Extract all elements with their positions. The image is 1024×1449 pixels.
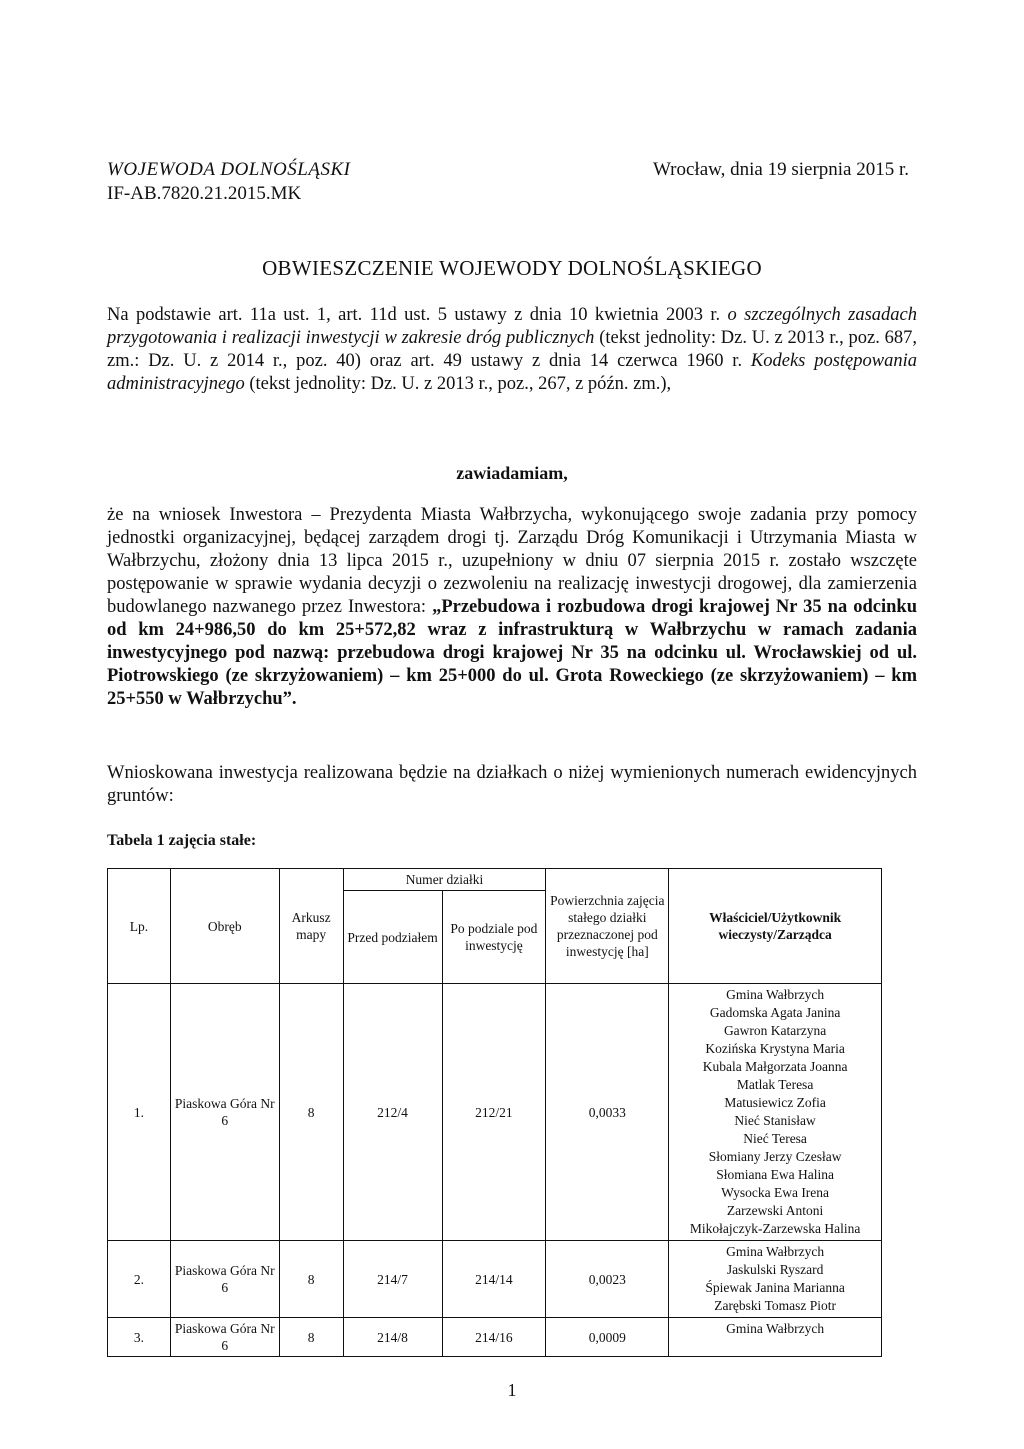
owner: Słomiana Ewa Halina xyxy=(716,1167,834,1182)
legal-basis-text-1: Na podstawie art. 11a ust. 1, art. 11d ust. 5 ustawy z dnia 10 kwietnia 2003 r. xyxy=(107,305,721,325)
cell-przed: 212/4 xyxy=(343,984,442,1241)
header-powierzchnia: Powierzchnia zajęcia stałego działki przeznaczonej pod inwestycję [ha] xyxy=(546,869,669,984)
legal-basis-act-title: o szczególnych zasadach przygotowania i realizacji inwestycji w zakresie dróg publicznych xyxy=(107,305,917,348)
owner: Zarębski Tomasz Piotr xyxy=(714,1298,836,1313)
cell-przed: 214/7 xyxy=(343,1241,442,1318)
header-wlasciciel: Właściciel/Użytkownik wieczysty/Zarządca xyxy=(669,869,882,984)
owner: Nieć Teresa xyxy=(743,1131,807,1146)
owner: Gadomska Agata Janina xyxy=(709,1005,841,1020)
table-row xyxy=(108,984,882,1241)
plots-intro: Wnioskowana inwestycja realizowana będzie na działkach o niżej wymienionych numerach ewidencyjnych gruntów: xyxy=(107,763,917,806)
owner: Słomiany Jerzy Czesław xyxy=(708,1149,842,1164)
cell-obreb: Piaskowa Góra Nr 6 xyxy=(170,1318,279,1357)
plots-table xyxy=(107,868,882,1357)
document-title: OBWIESZCZENIE WOJEWODY DOLNOŚLĄSKIEGO xyxy=(262,256,762,280)
notice-body-text: że na wniosek Inwestora – Prezydenta Miasta Wałbrzycha, wykonującego swoje zadania przy pomocy jednostki organizacyjnej, będącej zarządem drogi tj. Zarządu Dróg Komunikacji i Utrzymania Miasta w Wałbrzychu, złożony dnia 13 lipca 2015 r., uzupełniony w dniu 07 sierpnia 2015 r. zostało wszczęte postępowanie w sprawie wydania decyzji o zezwoleniu na realizację inwestycji drogowej, dla zamierzenia budowlanego nazwanego przez Inwestora: xyxy=(107,505,917,617)
cell-owners xyxy=(669,1318,882,1357)
cell-po: 214/14 xyxy=(442,1241,546,1318)
legal-basis-text-3: (tekst jednolity: Dz. U. z 2013 r., poz., 267, z późn. zm.), xyxy=(249,374,672,394)
cell-powierzchnia: 0,0033 xyxy=(546,984,669,1241)
owner: Śpiewak Janina Marianna xyxy=(705,1280,845,1295)
header-left xyxy=(107,158,350,206)
legal-basis-code-title: Kodeks postępowania administracyjnego xyxy=(107,351,917,394)
header-przed-podzialem: Przed podziałem xyxy=(343,891,442,984)
owner: Matusiewicz Zofia xyxy=(724,1095,826,1110)
cell-lp: 1. xyxy=(108,984,171,1241)
cell-arkusz: 8 xyxy=(279,1241,343,1318)
table-row xyxy=(108,1318,882,1357)
owner: Kozińska Krystyna Maria xyxy=(705,1041,845,1056)
place-date: Wrocław, dnia 19 sierpnia 2015 r. xyxy=(653,159,910,180)
owner: Nieć Stanisław xyxy=(734,1113,816,1128)
cell-przed: 214/8 xyxy=(343,1318,442,1357)
cell-arkusz: 8 xyxy=(279,1318,343,1357)
authority-name: WOJEWODA DOLNOŚLĄSKI xyxy=(107,159,351,180)
owner: Gmina Wałbrzych xyxy=(726,1244,825,1259)
header-obreb: Obręb xyxy=(170,869,279,984)
page-number: 1 xyxy=(507,1380,517,1400)
cell-arkusz: 8 xyxy=(279,984,343,1241)
owner: Gmina Wałbrzych xyxy=(726,1321,825,1336)
cell-obreb: Piaskowa Góra Nr 6 xyxy=(170,1241,279,1318)
table-caption: Tabela 1 zajęcia stałe: xyxy=(107,832,257,849)
header-po-podziale: Po podziale pod inwestycję xyxy=(442,891,546,984)
announcement: zawiadamiam, xyxy=(456,463,568,483)
owner: Gawron Katarzyna xyxy=(723,1023,827,1038)
cell-obreb: Piaskowa Góra Nr 6 xyxy=(170,984,279,1241)
notice-body xyxy=(107,504,917,711)
cell-lp: 2. xyxy=(108,1241,171,1318)
cell-owners xyxy=(669,984,882,1241)
header-numer-dzialki: Numer działki xyxy=(343,869,546,891)
owner: Gmina Wałbrzych xyxy=(726,987,825,1002)
table-row xyxy=(108,1241,882,1318)
reference-number: IF-AB.7820.21.2015.MK xyxy=(107,183,302,204)
cell-po: 212/21 xyxy=(442,984,546,1241)
cell-powierzchnia: 0,0009 xyxy=(546,1318,669,1357)
legal-basis-text-2: (tekst jednolity: Dz. U. z 2013 r., poz. 687, zm.: Dz. U. z 2014 r., poz. 40) oraz art. 49 ustawy z dnia 14 czerwca 1960 r. xyxy=(107,328,918,371)
owner: Wysocka Ewa Irena xyxy=(721,1185,830,1200)
owner: Jaskulski Ryszard xyxy=(726,1262,824,1277)
cell-powierzchnia: 0,0023 xyxy=(546,1241,669,1318)
owner: Kubala Małgorzata Joanna xyxy=(702,1059,848,1074)
owner: Mikołajczyk-Zarzewska Halina xyxy=(689,1221,861,1236)
owner: Zarzewski Antoni xyxy=(726,1203,824,1218)
cell-po: 214/16 xyxy=(442,1318,546,1357)
cell-lp: 3. xyxy=(108,1318,171,1357)
project-name: „Przebudowa i rozbudowa drogi krajowej Nr 35 na odcinku od km 24+986,50 do km 25+572,82 wraz z infrastrukturą w Wałbrzychu w ramach zadania inwestycyjnego pod nazwą: przebudowa drogi krajowej Nr 35 na odcinku ul. Wrocławskiej od ul. Piotrowskiego (ze skrzyżowaniem) – km 25+000 do ul. Grota Roweckiego (ze skrzyżowaniem) – km 25+550 w Wałbrzychu”. xyxy=(107,597,917,709)
owner: Matlak Teresa xyxy=(736,1077,814,1092)
legal-basis xyxy=(107,304,917,396)
header-lp: Lp. xyxy=(108,869,171,984)
cell-owners xyxy=(669,1241,882,1318)
header-arkusz: Arkusz mapy xyxy=(279,869,343,984)
